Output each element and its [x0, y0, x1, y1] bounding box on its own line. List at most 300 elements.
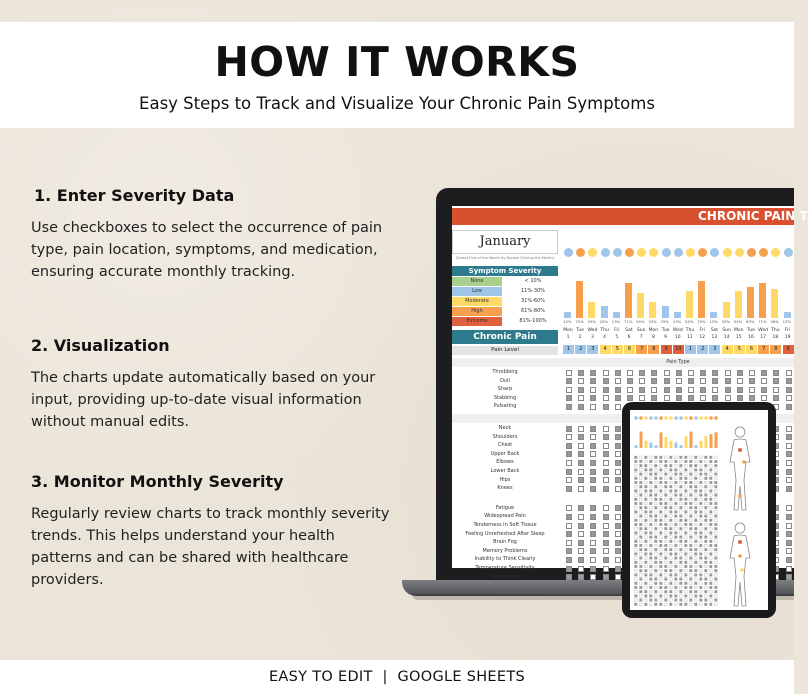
checkbox[interactable] — [566, 426, 572, 432]
checkbox[interactable] — [737, 370, 743, 376]
tablet-checkbox — [670, 494, 673, 497]
tablet-checkbox — [715, 553, 718, 556]
checkbox[interactable] — [590, 387, 596, 393]
checkbox[interactable] — [566, 378, 572, 384]
checkbox[interactable] — [590, 378, 596, 384]
checkbox[interactable] — [712, 378, 718, 384]
tablet-checkbox — [675, 502, 678, 505]
checkbox[interactable] — [566, 395, 572, 401]
tablet-checkbox — [710, 456, 713, 459]
checkbox[interactable] — [590, 531, 596, 537]
tablet-checkbox — [690, 506, 693, 509]
checkbox[interactable] — [578, 451, 584, 457]
tablet-checkbox — [710, 519, 713, 522]
checkbox[interactable] — [578, 505, 584, 511]
checkbox[interactable] — [578, 557, 584, 563]
tablet-checkbox — [650, 553, 653, 556]
tablet-severity-bar — [710, 434, 713, 448]
checkbox[interactable] — [590, 477, 596, 483]
tablet-checkbox — [700, 506, 703, 509]
tablet-checkbox — [680, 540, 683, 543]
checkbox[interactable] — [615, 404, 621, 410]
checkbox[interactable] — [590, 514, 596, 520]
checkbox[interactable] — [676, 370, 682, 376]
checkbox[interactable] — [603, 370, 609, 376]
checkbox[interactable] — [603, 451, 609, 457]
tablet-checkbox — [695, 477, 698, 480]
checkbox[interactable] — [615, 395, 621, 401]
tablet-checkbox — [660, 523, 663, 526]
checkbox[interactable] — [590, 566, 596, 572]
tablet-checkbox — [640, 527, 643, 530]
checkbox[interactable] — [566, 460, 572, 466]
tablet-checkbox — [660, 532, 663, 535]
checkbox[interactable] — [700, 370, 706, 376]
tablet-checkbox — [655, 574, 658, 577]
day-date: 8 — [651, 335, 655, 340]
checkbox[interactable] — [786, 514, 792, 520]
tablet-checkbox — [690, 532, 693, 535]
tablet-checkbox — [660, 485, 663, 488]
checkbox[interactable] — [786, 505, 792, 511]
tablet-checkbox — [665, 582, 668, 585]
checkbox[interactable] — [725, 395, 731, 401]
tablet-checkbox — [675, 561, 678, 564]
tablet-checkbox — [685, 561, 688, 564]
tablet-mood-face-icon — [674, 416, 678, 420]
checkbox[interactable] — [651, 378, 657, 384]
checkbox[interactable] — [603, 523, 609, 529]
mood-face-icon — [662, 248, 671, 257]
checkbox[interactable] — [664, 370, 670, 376]
checkbox[interactable] — [639, 395, 645, 401]
tablet-checkbox — [635, 519, 638, 522]
checkbox[interactable] — [590, 395, 596, 401]
checkbox[interactable] — [578, 514, 584, 520]
checkbox[interactable] — [566, 486, 572, 492]
checkbox[interactable] — [603, 434, 609, 440]
mood-face-icon — [771, 248, 780, 257]
checkbox[interactable] — [737, 378, 743, 384]
checkbox[interactable] — [761, 370, 767, 376]
tablet-checkbox — [660, 540, 663, 543]
checkbox[interactable] — [761, 395, 767, 401]
checkbox[interactable] — [615, 505, 621, 511]
checkbox[interactable] — [603, 387, 609, 393]
checkbox[interactable] — [725, 370, 731, 376]
checkbox[interactable] — [603, 531, 609, 537]
checkbox[interactable] — [566, 477, 572, 483]
tablet-checkbox — [705, 590, 708, 593]
tablet-checkbox — [665, 473, 668, 476]
tablet-checkbox — [675, 511, 678, 514]
checkbox[interactable] — [603, 548, 609, 554]
pain-level-cell: 5 — [734, 345, 745, 354]
checkbox[interactable] — [786, 557, 792, 563]
checkbox[interactable] — [749, 395, 755, 401]
tablet-checkbox — [715, 494, 718, 497]
tablet-checkbox — [645, 536, 648, 539]
checkbox[interactable] — [688, 395, 694, 401]
tablet-checkbox — [690, 569, 693, 572]
checkbox[interactable] — [712, 395, 718, 401]
checkbox[interactable] — [603, 395, 609, 401]
tablet-checkbox — [685, 523, 688, 526]
day-date: 15 — [735, 335, 742, 340]
checkbox[interactable] — [773, 387, 779, 393]
checkbox[interactable] — [590, 523, 596, 529]
checkbox[interactable] — [590, 404, 596, 410]
checkbox[interactable] — [786, 460, 792, 466]
day-date: 18 — [772, 335, 779, 340]
checkbox[interactable] — [590, 426, 596, 432]
checkbox[interactable] — [578, 370, 584, 376]
footer-band — [0, 660, 794, 694]
checkbox[interactable] — [676, 395, 682, 401]
checkbox[interactable] — [566, 505, 572, 511]
checkbox[interactable] — [578, 469, 584, 475]
tablet-checkbox — [660, 515, 663, 518]
checkbox[interactable] — [578, 548, 584, 554]
checkbox[interactable] — [615, 477, 621, 483]
checkbox[interactable] — [786, 531, 792, 537]
severity-level-range: 31%-60% — [520, 298, 546, 304]
checkbox[interactable] — [590, 548, 596, 554]
tablet-checkbox — [685, 481, 688, 484]
tablet-checkbox — [670, 586, 673, 589]
tablet-checkbox — [645, 548, 648, 551]
severity-bar — [564, 312, 571, 319]
checkbox[interactable] — [773, 378, 779, 384]
tablet-checkbox — [690, 498, 693, 501]
checkbox[interactable] — [749, 370, 755, 376]
checkbox[interactable] — [615, 378, 621, 384]
day-date: 1 — [566, 335, 570, 340]
checkbox[interactable] — [566, 443, 572, 449]
tablet-checkbox — [710, 586, 713, 589]
checkbox[interactable] — [590, 451, 596, 457]
checkbox[interactable] — [786, 540, 792, 546]
checkbox[interactable] — [749, 378, 755, 384]
tablet-checkbox — [680, 561, 683, 564]
checkbox[interactable] — [639, 378, 645, 384]
checkbox[interactable] — [725, 387, 731, 393]
checkbox[interactable] — [627, 387, 633, 393]
tablet-checkbox — [710, 469, 713, 472]
tablet-checkbox — [680, 477, 683, 480]
checkbox[interactable] — [578, 378, 584, 384]
checkbox[interactable] — [700, 378, 706, 384]
day-name: Wed — [587, 328, 598, 333]
checkbox[interactable] — [700, 387, 706, 393]
checkbox[interactable] — [786, 404, 792, 410]
checkbox[interactable] — [615, 370, 621, 376]
checkbox[interactable] — [615, 460, 621, 466]
checkbox[interactable] — [639, 370, 645, 376]
symptom-label: Throbbing — [492, 369, 518, 375]
tablet-checkbox — [665, 490, 668, 493]
checkbox[interactable] — [566, 404, 572, 410]
pain-level-cell: 9 — [661, 345, 672, 354]
checkbox[interactable] — [639, 387, 645, 393]
tablet-checkbox — [675, 481, 678, 484]
tablet-checkbox — [650, 473, 653, 476]
checkbox[interactable] — [590, 540, 596, 546]
checkbox[interactable] — [566, 370, 572, 376]
checkbox[interactable] — [786, 370, 792, 376]
checkbox[interactable] — [578, 477, 584, 483]
checkbox[interactable] — [664, 395, 670, 401]
checkbox[interactable] — [603, 566, 609, 572]
checkbox[interactable] — [566, 469, 572, 475]
symptom-label: Chest — [497, 442, 513, 449]
tablet-checkbox — [710, 574, 713, 577]
tablet-checkbox — [690, 460, 693, 463]
severity-bar — [710, 312, 717, 319]
tablet-checkbox — [635, 456, 638, 459]
checkbox[interactable] — [688, 370, 694, 376]
tablet-checkbox — [650, 578, 653, 581]
checkbox[interactable] — [578, 486, 584, 492]
tablet-checkbox — [670, 498, 673, 501]
checkbox[interactable] — [566, 523, 572, 529]
pain-level-cell: 6 — [746, 345, 757, 354]
checkbox[interactable] — [773, 395, 779, 401]
checkbox[interactable] — [590, 505, 596, 511]
tablet-checkbox — [710, 582, 713, 585]
checkbox[interactable] — [786, 477, 792, 483]
checkbox[interactable] — [603, 557, 609, 563]
tablet-checkbox — [705, 540, 708, 543]
checkbox[interactable] — [566, 514, 572, 520]
checkbox[interactable] — [651, 387, 657, 393]
tablet-dashboard-preview — [630, 410, 768, 610]
checkbox[interactable] — [712, 387, 718, 393]
tablet-checkbox — [715, 519, 718, 522]
checkbox[interactable] — [578, 540, 584, 546]
tablet-checkbox — [640, 582, 643, 585]
month-selector[interactable]: January — [452, 230, 558, 254]
tablet-checkbox — [665, 544, 668, 547]
tablet-checkbox — [670, 582, 673, 585]
checkbox[interactable] — [688, 387, 694, 393]
checkbox[interactable] — [615, 514, 621, 520]
checkbox[interactable] — [676, 378, 682, 384]
tablet-checkbox — [715, 595, 718, 598]
tablet-checkbox — [665, 464, 668, 467]
checkbox[interactable] — [566, 434, 572, 440]
checkbox[interactable] — [786, 434, 792, 440]
checkbox[interactable] — [786, 523, 792, 529]
tablet-checkbox — [680, 590, 683, 593]
checkbox[interactable] — [590, 486, 596, 492]
checkbox[interactable] — [615, 451, 621, 457]
checkbox[interactable] — [603, 443, 609, 449]
tablet-checkbox — [685, 456, 688, 459]
checkbox[interactable] — [615, 557, 621, 563]
checkbox[interactable] — [590, 434, 596, 440]
checkbox[interactable] — [786, 443, 792, 449]
checkbox[interactable] — [627, 378, 633, 384]
checkbox[interactable] — [786, 469, 792, 475]
tablet-checkbox — [665, 506, 668, 509]
checkbox[interactable] — [603, 460, 609, 466]
checkbox[interactable] — [566, 531, 572, 537]
tablet-severity-bar — [680, 445, 683, 448]
checkbox[interactable] — [786, 566, 792, 572]
checkbox[interactable] — [615, 531, 621, 537]
day-date: 4 — [603, 335, 607, 340]
checkbox[interactable] — [590, 443, 596, 449]
symptom-label: Depression — [491, 573, 519, 580]
checkbox[interactable] — [627, 395, 633, 401]
checkbox[interactable] — [578, 426, 584, 432]
tablet-checkbox — [715, 548, 718, 551]
tablet-checkbox — [680, 502, 683, 505]
tablet-checkbox — [640, 469, 643, 472]
tablet-checkbox — [660, 544, 663, 547]
checkbox[interactable] — [566, 548, 572, 554]
checkbox[interactable] — [615, 469, 621, 475]
tablet-checkbox — [680, 595, 683, 598]
pain-level-cell: 9 — [783, 345, 794, 354]
checkbox[interactable] — [578, 460, 584, 466]
checkbox[interactable] — [615, 387, 621, 393]
checkbox[interactable] — [603, 540, 609, 546]
checkbox[interactable] — [761, 378, 767, 384]
checkbox[interactable] — [566, 451, 572, 457]
tablet-checkbox — [695, 532, 698, 535]
tablet-checkbox — [680, 506, 683, 509]
checkbox[interactable] — [615, 486, 621, 492]
checkbox[interactable] — [786, 387, 792, 393]
checkbox[interactable] — [603, 514, 609, 520]
checkbox[interactable] — [688, 378, 694, 384]
tablet-checkbox — [685, 506, 688, 509]
checkbox[interactable] — [603, 469, 609, 475]
checkbox[interactable] — [590, 469, 596, 475]
pain-level-cell: 2 — [575, 345, 586, 354]
day-name: Wed — [672, 328, 683, 333]
tablet-checkbox — [640, 536, 643, 539]
day-name: Thu — [771, 328, 780, 333]
checkbox[interactable] — [676, 387, 682, 393]
tablet-checkbox — [655, 490, 658, 493]
checkbox[interactable] — [566, 566, 572, 572]
checkbox[interactable] — [786, 486, 792, 492]
checkbox[interactable] — [615, 434, 621, 440]
checkbox[interactable] — [749, 387, 755, 393]
tablet-checkbox — [705, 515, 708, 518]
checkbox[interactable] — [566, 540, 572, 546]
checkbox[interactable] — [603, 378, 609, 384]
checkbox[interactable] — [627, 370, 633, 376]
tablet-checkbox — [675, 532, 678, 535]
checkbox[interactable] — [737, 387, 743, 393]
checkbox[interactable] — [651, 395, 657, 401]
tablet-checkbox — [710, 477, 713, 480]
day-name: Sun — [722, 328, 731, 333]
tablet-checkbox — [665, 494, 668, 497]
checkbox[interactable] — [615, 443, 621, 449]
checkbox[interactable] — [615, 523, 621, 529]
day-date: 6 — [627, 335, 631, 340]
tablet-checkbox — [655, 506, 658, 509]
checkbox[interactable] — [590, 557, 596, 563]
checkbox[interactable] — [603, 404, 609, 410]
tablet-checkbox — [710, 523, 713, 526]
checkbox[interactable] — [615, 548, 621, 554]
checkbox[interactable] — [664, 387, 670, 393]
checkbox[interactable] — [786, 426, 792, 432]
checkbox[interactable] — [566, 557, 572, 563]
day-name: Fri — [784, 328, 791, 333]
tablet-checkbox — [710, 599, 713, 602]
checkbox[interactable] — [603, 486, 609, 492]
day-name: Sat — [710, 328, 719, 333]
checkbox[interactable] — [700, 395, 706, 401]
tablet-checkbox — [680, 511, 683, 514]
checkbox[interactable] — [578, 443, 584, 449]
checkbox[interactable] — [615, 426, 621, 432]
tablet-checkbox — [710, 569, 713, 572]
checkbox[interactable] — [578, 523, 584, 529]
checkbox[interactable] — [603, 505, 609, 511]
tablet-mood-face-icon — [659, 416, 663, 420]
checkbox[interactable] — [578, 387, 584, 393]
tablet-checkbox — [640, 515, 643, 518]
checkbox[interactable] — [578, 434, 584, 440]
checkbox[interactable] — [761, 387, 767, 393]
checkbox[interactable] — [725, 378, 731, 384]
tablet-checkbox — [680, 485, 683, 488]
checkbox[interactable] — [651, 370, 657, 376]
day-name: Tue — [747, 328, 755, 333]
tablet-checkbox — [670, 561, 673, 564]
checkbox[interactable] — [786, 451, 792, 457]
tablet-checkbox — [695, 582, 698, 585]
tablet-checkbox — [700, 565, 703, 568]
pain-level-cell: 10 — [673, 345, 684, 354]
checkbox[interactable] — [578, 404, 584, 410]
checkbox[interactable] — [786, 395, 792, 401]
checkbox[interactable] — [590, 370, 596, 376]
checkbox[interactable] — [712, 370, 718, 376]
checkbox[interactable] — [664, 378, 670, 384]
checkbox[interactable] — [590, 460, 596, 466]
checkbox[interactable] — [773, 370, 779, 376]
checkbox[interactable] — [578, 395, 584, 401]
checkbox[interactable] — [786, 378, 792, 384]
tablet-checkbox — [700, 540, 703, 543]
checkbox[interactable] — [615, 566, 621, 572]
tablet-checkbox — [640, 565, 643, 568]
checkbox[interactable] — [786, 548, 792, 554]
checkbox[interactable] — [578, 531, 584, 537]
checkbox[interactable] — [603, 477, 609, 483]
page-subtitle: Easy Steps to Track and Visualize Your Chronic Pain Symptoms — [139, 94, 655, 113]
tablet-checkbox — [640, 540, 643, 543]
checkbox[interactable] — [578, 566, 584, 572]
checkbox[interactable] — [566, 387, 572, 393]
tablet-checkbox — [705, 595, 708, 598]
checkbox[interactable] — [737, 395, 743, 401]
severity-percent-label: 75% — [697, 319, 706, 324]
checkbox[interactable] — [603, 426, 609, 432]
day-date: 10 — [674, 335, 681, 340]
checkbox[interactable] — [615, 540, 621, 546]
tablet-checkbox — [670, 540, 673, 543]
